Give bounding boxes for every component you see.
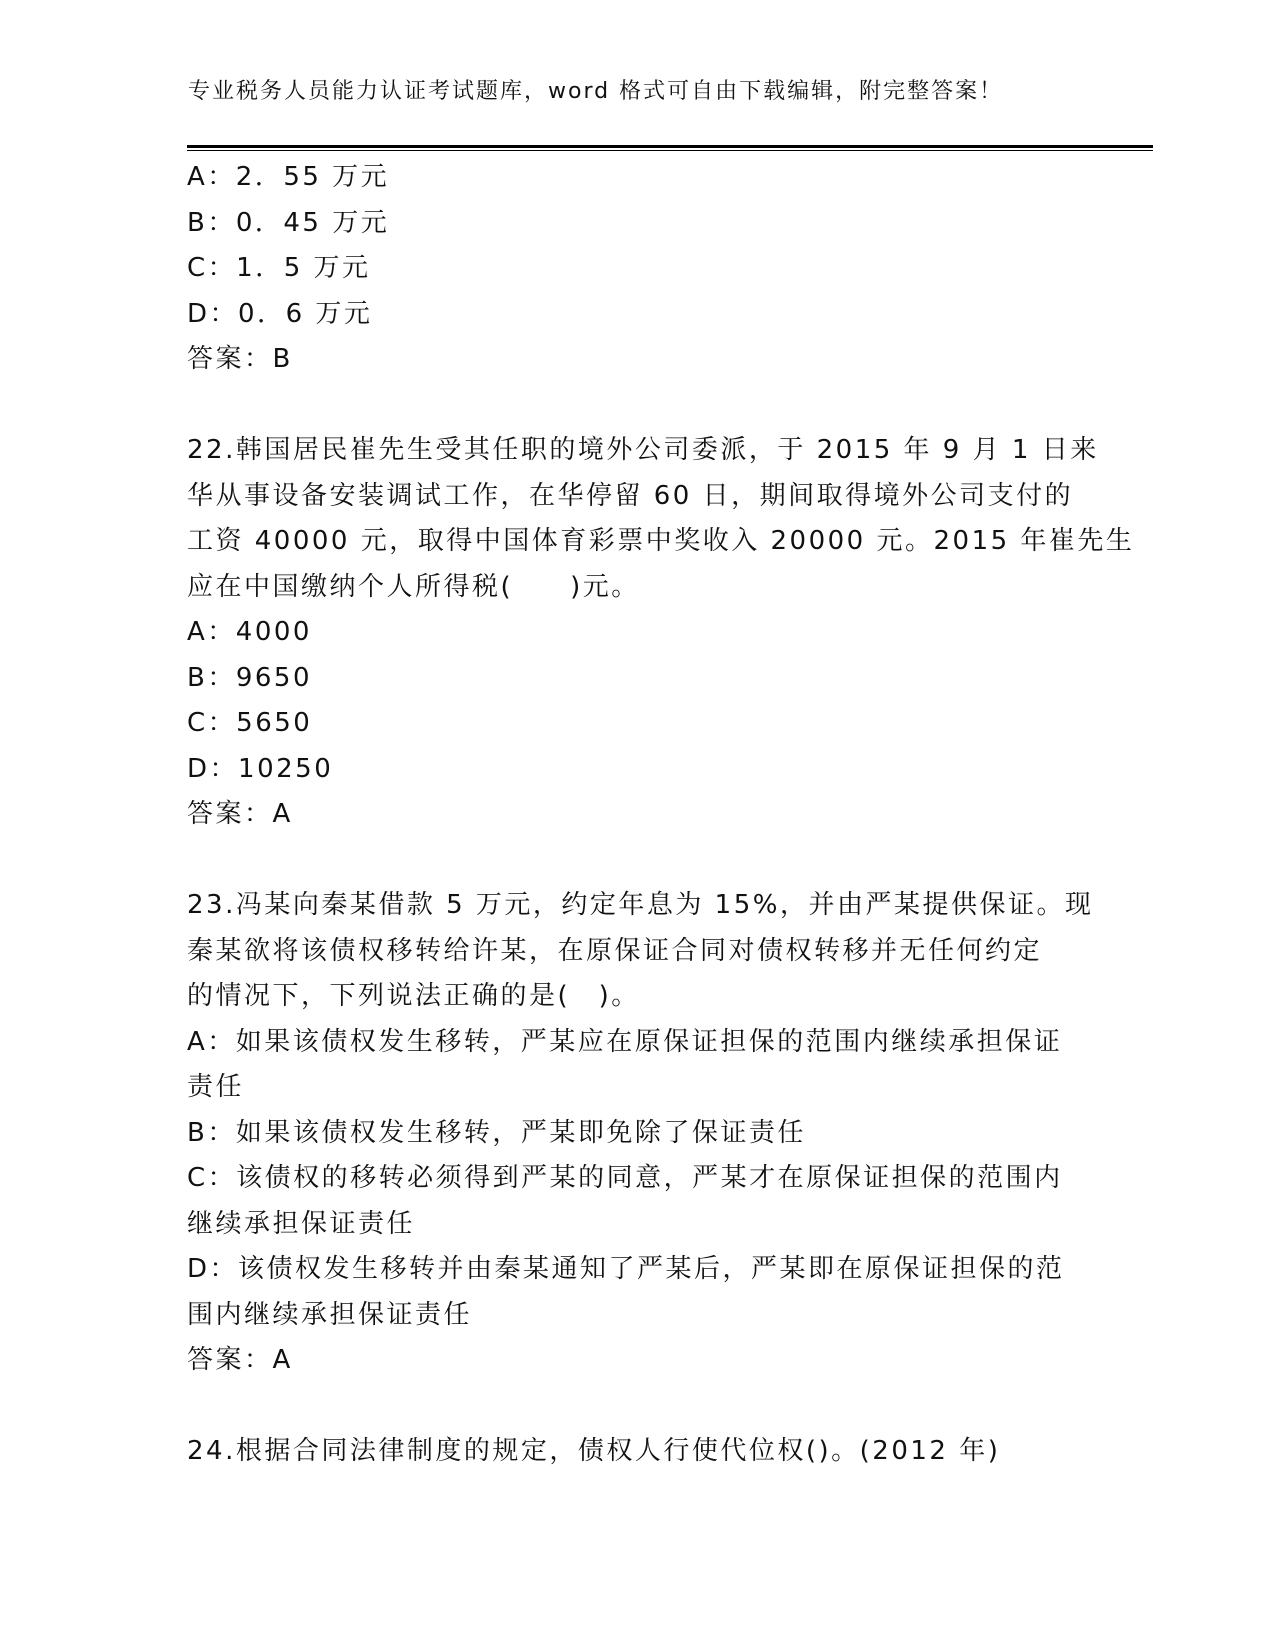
question-stem-line: 24.根据合同法律制度的规定，债权人行使代位权()。(2012 年) <box>187 1436 1001 1466</box>
option-b: B：0．45 万元 <box>187 207 390 238</box>
option-a: A：2．55 万元 <box>187 162 390 192</box>
option-a: A：4000 <box>187 617 312 647</box>
answer: 答案：A <box>187 799 293 829</box>
option-b: B：9650 <box>187 662 313 693</box>
option-d: D：该债权发生移转并由秦某通知了严某后，严某即在原保证担保的范 <box>187 1254 1065 1284</box>
question-stem-line: 秦某欲将该债权移转给许某，在原保证合同对债权转移并无任何约定 <box>187 935 1043 966</box>
option-a: A：如果该债权发生移转，严某应在原保证担保的范围内继续承担保证 <box>187 1026 1063 1057</box>
answer: 答案：B <box>187 344 293 374</box>
answer: 答案：A <box>187 1345 293 1375</box>
option-d: D：0．6 万元 <box>187 298 373 329</box>
option-c: C：1．5 万元 <box>187 253 371 283</box>
question-23 <box>187 883 1094 1384</box>
question-stem-line: 华从事设备安装调试工作，在华停留 60 日，期间取得境外公司支付的 <box>187 480 1074 511</box>
spacer <box>187 383 1087 429</box>
option-a-continued: 责任 <box>187 1072 245 1102</box>
option-d: D：10250 <box>187 753 334 784</box>
page-header: 专业税务人员能力认证考试题库，word 格式可自由下载编辑，附完整答案！ <box>188 79 1004 104</box>
question-stem-line: 23.冯某向秦某借款 5 万元，约定年息为 15%，并由严某提供保证。现 <box>187 890 1094 920</box>
question-24 <box>187 1429 1087 1475</box>
question-stem-line: 工资 40000 元，取得中国体育彩票中奖收入 20000 元。2015 年崔先生 <box>187 526 1135 556</box>
option-c: C：5650 <box>187 708 313 738</box>
question-stem-line: 应在中国缴纳个人所得税( )元。 <box>187 571 640 602</box>
question-stem-line: 的情况下，下列说法正确的是( )。 <box>187 981 640 1011</box>
option-b: B：如果该债权发生移转，严某即免除了保证责任 <box>187 1117 806 1148</box>
spacer <box>187 838 1087 884</box>
option-d-continued: 围内继续承担保证责任 <box>187 1299 473 1330</box>
header-rule-thick <box>187 145 1153 148</box>
question-21 <box>187 155 1087 383</box>
question-22 <box>187 428 1135 838</box>
document-body <box>187 155 1135 1475</box>
header-rule-thin <box>187 150 1153 151</box>
question-stem-line: 22.韩国居民崔先生受其任职的境外公司委派，于 2015 年 9 月 1 日来 <box>187 435 1099 465</box>
option-c-continued: 继续承担保证责任 <box>187 1208 416 1239</box>
option-c: C：该债权的移转必须得到严某的同意，严某才在原保证担保的范围内 <box>187 1163 1063 1193</box>
spacer <box>187 1384 1087 1430</box>
